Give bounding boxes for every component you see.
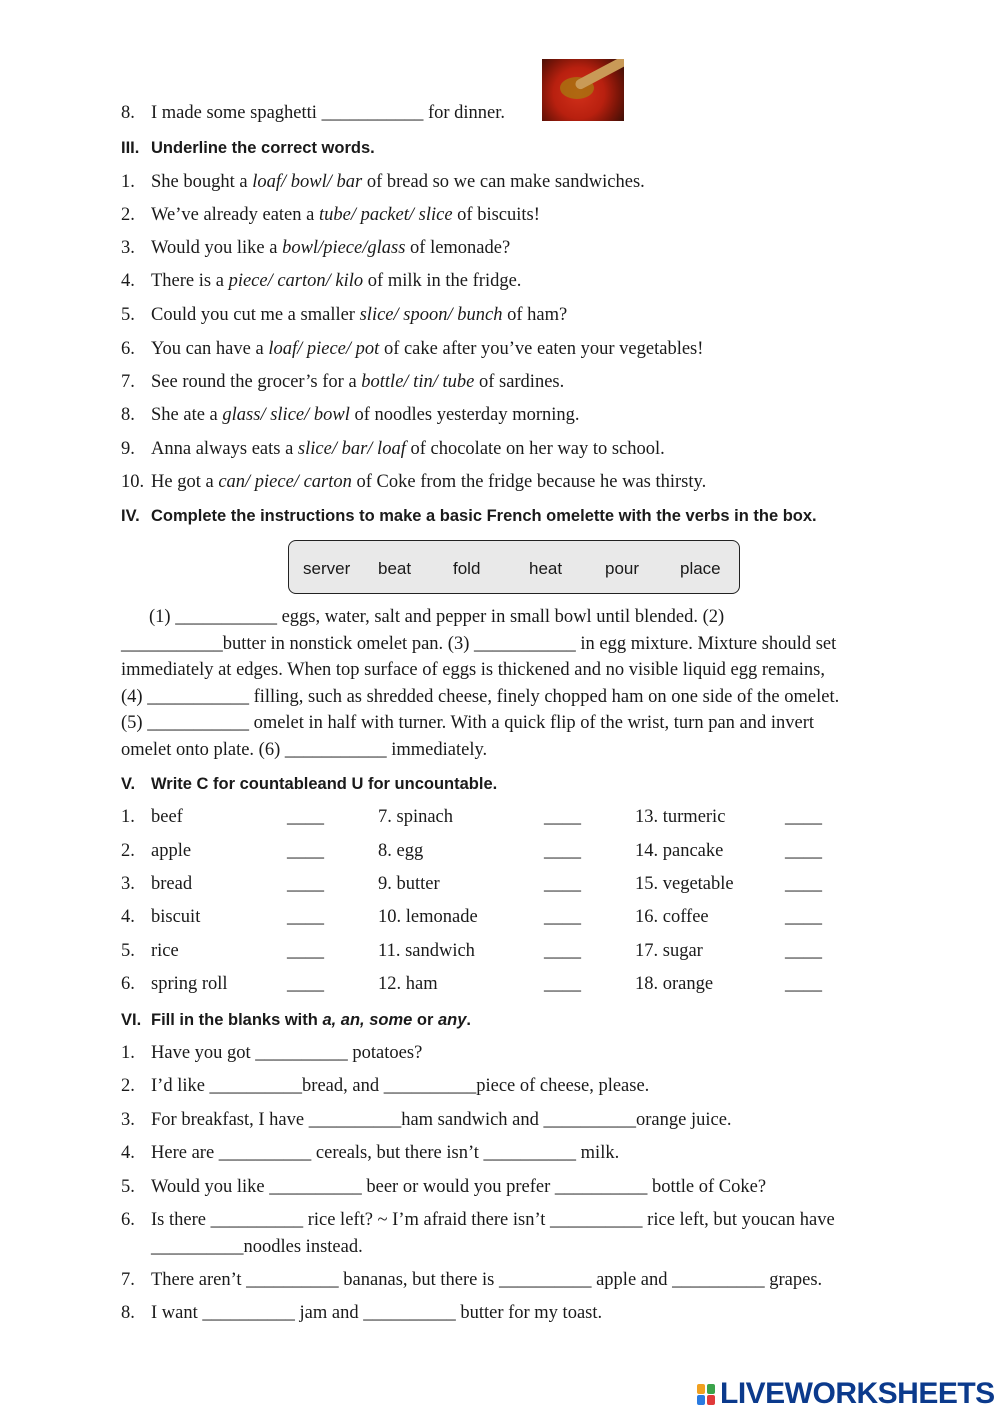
section-number: V. — [121, 775, 136, 793]
item-number: 7. — [121, 372, 135, 392]
word-label: 13. turmeric — [635, 807, 726, 827]
exercise-sentence: Anna always eats a slice/ bar/ loaf of chocolate on her way to school. — [151, 439, 665, 459]
word-label: beef — [151, 807, 183, 827]
omelette-paragraph — [121, 604, 906, 764]
section-title: Fill in the blanks with a, an, some or any. — [151, 1011, 472, 1029]
answer-blank[interactable]: ____ — [785, 841, 822, 861]
exercise-sentence: For breakfast, I have __________ham sandwich and __________orange juice. — [151, 1110, 732, 1130]
answer-blank[interactable]: ____ — [785, 941, 822, 961]
item-number: 1. — [121, 807, 135, 827]
logo-text: LIVEWORKSHEETS — [720, 1377, 995, 1410]
exercise-sentence: Have you got __________ potatoes? — [151, 1043, 423, 1063]
exercise-sentence: Could you cut me a smaller slice/ spoon/ bunch of ham? — [151, 305, 568, 325]
verb-word: place — [680, 559, 721, 578]
verb-box — [288, 540, 740, 594]
item-number: 3. — [121, 874, 135, 894]
word-label: rice — [151, 941, 179, 961]
answer-blank[interactable]: ____ — [785, 874, 822, 894]
exercise-sentence: Here are __________ cereals, but there isn’t __________ milk. — [151, 1143, 620, 1163]
verb-word: heat — [529, 559, 563, 578]
section-number: VI. — [121, 1011, 142, 1029]
answer-blank[interactable]: ____ — [544, 874, 581, 894]
answer-blank[interactable]: ____ — [544, 974, 581, 994]
answer-blank[interactable]: ____ — [287, 874, 324, 894]
item-number: 5. — [121, 1177, 135, 1197]
verb-word: pour — [605, 559, 640, 578]
item-number: 5. — [121, 941, 135, 961]
word-options[interactable]: piece/ carton/ kilo — [228, 271, 364, 291]
item-number: 6. — [121, 974, 135, 994]
verb-word: beat — [378, 559, 412, 578]
answer-blank[interactable]: ____ — [544, 941, 581, 961]
word-options[interactable]: bottle/ tin/ tube — [361, 372, 475, 392]
word-label: 17. sugar — [635, 941, 703, 961]
paragraph-line: ___________butter in nonstick omelet pan. (3) ___________ in egg mixture. Mixture should set — [121, 633, 837, 654]
paragraph-line: immediately at edges. When top surface of eggs is thickened and no visible liquid egg remains, — [121, 660, 826, 681]
exercise-sentence: He got a can/ piece/ carton of Coke from the fridge because he was thirsty. — [151, 472, 707, 492]
word-label: 16. coffee — [635, 907, 709, 927]
word-options[interactable]: loaf/ piece/ pot — [268, 339, 380, 359]
item-number: 8. — [121, 103, 135, 123]
exercise-sentence: She bought a loaf/ bowl/ bar of bread so we can make sandwiches. — [151, 172, 645, 192]
word-options[interactable]: bowl/piece/glass — [282, 238, 406, 258]
item-number: 1. — [121, 1043, 135, 1063]
item-number: 1. — [121, 172, 135, 192]
paragraph-line: (4) ___________ filling, such as shredded cheese, finely chopped ham on one side of the omelet. — [121, 686, 840, 707]
exercise-sentence: There aren’t __________ bananas, but there is __________ apple and __________ grapes. — [151, 1270, 823, 1290]
exercise-sentence: You can have a loaf/ piece/ pot of cake after you’ve eaten your vegetables! — [151, 339, 704, 359]
word-label: spring roll — [151, 974, 228, 994]
item-number: 6. — [121, 1210, 135, 1230]
word-options[interactable]: glass/ slice/ bowl — [222, 405, 350, 425]
exercise-sentence: There is a piece/ carton/ kilo of milk in the fridge. — [151, 271, 522, 291]
item-number: 10. — [121, 472, 145, 492]
answer-blank[interactable]: ____ — [785, 807, 822, 827]
answer-blank[interactable]: ____ — [287, 841, 324, 861]
exercise-sentence: See round the grocer’s for a bottle/ tin/ tube of sardines. — [151, 372, 565, 392]
item-number: 6. — [121, 339, 135, 359]
item-number: 7. — [121, 1270, 135, 1290]
word-options[interactable]: slice/ bar/ loaf — [297, 439, 406, 459]
exercise-sentence: I made some spaghetti ___________ for dinner. — [151, 103, 506, 123]
exercise-sentence-continued: __________noodles instead. — [151, 1237, 363, 1257]
word-options[interactable]: tube/ packet/ slice — [318, 205, 453, 225]
exercise-sentence: I’d like __________bread, and __________piece of cheese, please. — [151, 1076, 650, 1096]
word-label: 11. sandwich — [378, 941, 475, 961]
answer-blank[interactable]: ____ — [287, 807, 324, 827]
item-number: 3. — [121, 238, 135, 258]
item-number: 5. — [121, 305, 135, 325]
item-number: 9. — [121, 439, 135, 459]
answer-blank[interactable]: ____ — [785, 974, 822, 994]
section-number: IV. — [121, 507, 140, 525]
word-label: 9. butter — [378, 874, 440, 894]
section-title: Underline the correct words. — [151, 139, 375, 157]
item-number: 4. — [121, 271, 135, 291]
answer-blank[interactable]: ____ — [287, 907, 324, 927]
item-number: 2. — [121, 205, 135, 225]
item-number: 2. — [121, 841, 135, 861]
word-options[interactable]: can/ piece/ carton — [218, 472, 352, 492]
item-number: 3. — [121, 1110, 135, 1130]
word-options[interactable]: loaf/ bowl/ bar — [252, 172, 363, 192]
paragraph-line: (5) ___________ omelet in half with turner. With a quick flip of the wrist, turn pan and invert — [121, 713, 815, 734]
exercise-sentence: We’ve already eaten a tube/ packet/ slice of biscuits! — [151, 205, 540, 225]
word-options[interactable]: slice/ spoon/ bunch — [359, 305, 503, 325]
section-title: Complete the instructions to make a basic French omelette with the verbs in the box. — [151, 507, 817, 525]
word-label: bread — [151, 874, 193, 894]
answer-blank[interactable]: ____ — [785, 907, 822, 927]
word-label: 12. ham — [378, 974, 438, 994]
section-title: Write C for countableand U for uncountable. — [151, 775, 498, 793]
verb-word: server — [303, 559, 351, 578]
word-label: apple — [151, 841, 192, 861]
exercise-sentence: I want __________ jam and __________ butter for my toast. — [151, 1303, 603, 1323]
logo-mark-icon — [697, 1382, 717, 1406]
word-label: 8. egg — [378, 841, 424, 861]
exercise-sentence: She ate a glass/ slice/ bowl of noodles yesterday morning. — [151, 405, 580, 425]
exercise-sentence: Is there __________ rice left? ~ I’m afraid there isn’t __________ rice left, but youcan have — [151, 1210, 835, 1230]
liveworksheets-logo[interactable] — [697, 1376, 995, 1412]
answer-blank[interactable]: ____ — [544, 807, 581, 827]
answer-blank[interactable]: ____ — [287, 974, 324, 994]
word-label: 15. vegetable — [635, 874, 734, 894]
paragraph-line: (1) ___________ eggs, water, salt and pepper in small bowl until blended. (2) — [149, 607, 725, 627]
item-number: 4. — [121, 1143, 135, 1163]
item-number: 4. — [121, 907, 135, 927]
paragraph-line: omelet onto plate. (6) ___________ immediately. — [121, 739, 488, 760]
word-label: 7. spinach — [378, 807, 454, 827]
exercise-sentence: Would you like __________ beer or would you prefer __________ bottle of Coke? — [151, 1177, 767, 1197]
answer-blank[interactable]: ____ — [544, 907, 581, 927]
section-number: III. — [121, 139, 140, 157]
item-number: 8. — [121, 405, 135, 425]
word-label: 18. orange — [635, 974, 714, 994]
verb-word: fold — [453, 559, 481, 578]
word-label: 14. pancake — [635, 841, 724, 861]
tomato-sauce-image — [542, 59, 624, 121]
answer-blank[interactable]: ____ — [287, 941, 324, 961]
answer-blank[interactable]: ____ — [544, 841, 581, 861]
word-label: 10. lemonade — [378, 907, 478, 927]
exercise-sentence: Would you like a bowl/piece/glass of lemonade? — [151, 238, 511, 258]
item-number: 8. — [121, 1303, 135, 1323]
word-label: biscuit — [151, 907, 201, 927]
item-number: 2. — [121, 1076, 135, 1096]
